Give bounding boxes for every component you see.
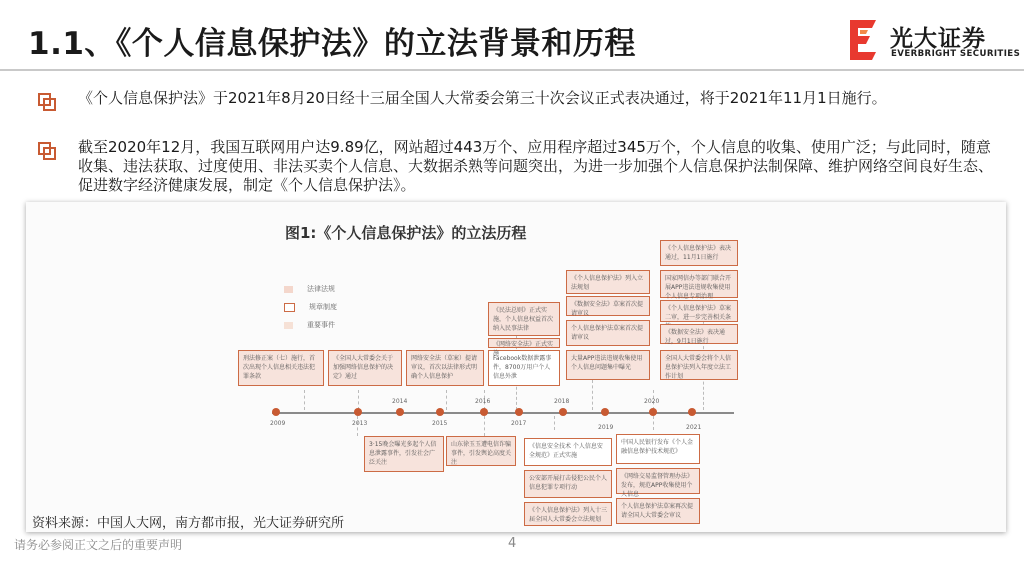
event-box: 刑法修正案（七）施行，首次出现个人信息相关违法犯罪条款 bbox=[238, 350, 324, 386]
connector-line bbox=[304, 390, 305, 410]
legend-item bbox=[284, 284, 335, 294]
event-box: 个人信息保护法草案再次提请全国人大常委会审议 bbox=[616, 498, 700, 524]
timeline-dot bbox=[515, 408, 523, 416]
legend-swatch bbox=[284, 322, 293, 329]
legend-swatch bbox=[284, 286, 293, 293]
event-box: 大量APP违法违规收集使用个人信息问题集中曝光 bbox=[566, 350, 650, 380]
event-box: 《个人信息保护法》列入十三届全国人大常委会立法规划 bbox=[524, 502, 612, 526]
event-box: Facebook数据泄露事件，8700万用户个人信息外泄 bbox=[488, 350, 560, 386]
event-box: 《信息安全技术 个人信息安全规范》正式实施 bbox=[524, 438, 612, 466]
legend-label: 法律法规 bbox=[307, 285, 335, 293]
year-label: 2019 bbox=[598, 424, 614, 431]
timeline-dot bbox=[688, 408, 696, 416]
timeline-dot bbox=[396, 408, 404, 416]
bullet-text: 《个人信息保护法》于2021年8月20日经十三届全国人大常委会第三十次会议正式表决通过，将于2021年11月1日施行。 bbox=[78, 89, 887, 107]
event-box: 个人信息保护法草案首次提请审议 bbox=[566, 320, 650, 346]
timeline-dot bbox=[649, 408, 657, 416]
legend-label: 规章制度 bbox=[309, 303, 337, 311]
year-label: 2015 bbox=[432, 420, 448, 427]
timeline-dot bbox=[436, 408, 444, 416]
event-box: 《网络交易监督管理办法》发布，规范APP收集使用个人信息 bbox=[616, 468, 700, 494]
company-logo bbox=[846, 18, 1021, 62]
connector-line bbox=[554, 416, 555, 430]
legend-swatch bbox=[284, 303, 295, 312]
timeline-axis bbox=[272, 412, 734, 414]
timeline-dot bbox=[354, 408, 362, 416]
year-label: 2009 bbox=[270, 420, 286, 427]
event-box: 《数据安全法》草案首次提请审议 bbox=[566, 296, 650, 316]
event-box: 3·15晚会曝光多起个人信息泄露事件，引发社会广泛关注 bbox=[364, 436, 444, 472]
event-box: 全国人大常委会将个人信息保护法列入年度立法工作计划 bbox=[660, 350, 738, 380]
bullet-text: 截至2020年12月，我国互联网用户达9.89亿，网站超过443万个、应用程序超过345万个，个人信息的收集、使用广泛；与此同时，随意收集、违法获取、过度使用、非法买卖个人信息、大数据杀熟等问题突出，为进一步加强个人信息保护法制保障、维护网络空间良好生态、促进数字经济健康发展，制定《个人信息保护法》。 bbox=[78, 138, 994, 194]
timeline-dot bbox=[272, 408, 280, 416]
year-label: 2014 bbox=[392, 398, 408, 405]
event-box: 《个人信息保护法》列入立法规划 bbox=[566, 270, 650, 294]
figure-title: 图1:《个人信息保护法》的立法历程 bbox=[285, 224, 527, 242]
year-label: 2018 bbox=[554, 398, 570, 405]
event-box: 中国人民银行发布《个人金融信息保护技术规范》 bbox=[616, 434, 700, 464]
year-label: 2017 bbox=[511, 420, 527, 427]
bullet-icon bbox=[38, 93, 56, 111]
year-label: 2021 bbox=[686, 424, 702, 431]
year-label: 2013 bbox=[352, 420, 368, 427]
legend-label: 重要事件 bbox=[307, 321, 335, 329]
event-box: 《网络安全法》正式实施 bbox=[488, 338, 560, 348]
connector-line bbox=[446, 390, 447, 410]
event-box: 山东徐玉玉遭电信诈骗事件，引发舆论高度关注 bbox=[446, 436, 516, 466]
logo-chinese-name: 光大证券 bbox=[890, 26, 986, 52]
event-box: 公安部开展打击侵犯公民个人信息犯罪专项行动 bbox=[524, 470, 612, 498]
timeline-dot bbox=[601, 408, 609, 416]
figure-source: 资料来源：中国人大网，南方都市报，光大证券研究所 bbox=[32, 516, 345, 531]
bullet-icon bbox=[38, 142, 56, 160]
timeline-dot bbox=[480, 408, 488, 416]
legend-item bbox=[284, 320, 335, 330]
year-label: 2020 bbox=[644, 398, 660, 405]
event-box: 网络安全法（草案）提请审议，首次以法律形式明确个人信息保护 bbox=[406, 350, 484, 386]
event-box: 国家网信办等部门联合开展APP违法违规收集使用个人信息专项治理 bbox=[660, 270, 738, 298]
footer-disclaimer: 请务必参阅正文之后的重要声明 bbox=[14, 538, 183, 552]
event-box: 《数据安全法》表决通过，9月1日施行 bbox=[660, 324, 738, 344]
year-label: 2016 bbox=[475, 398, 491, 405]
connector-line bbox=[358, 390, 359, 410]
connector-line bbox=[484, 416, 485, 436]
event-box: 《个人信息保护法》表决通过，11月1日施行 bbox=[660, 240, 738, 266]
event-box: 《全国人大常委会关于加强网络信息保护的决定》通过 bbox=[328, 350, 402, 386]
everbright-logo-icon bbox=[846, 18, 882, 62]
page-number: 4 bbox=[508, 536, 517, 551]
timeline-figure bbox=[26, 202, 1006, 532]
title-divider bbox=[0, 69, 1024, 71]
logo-english-name: EVERBRIGHT SECURITIES bbox=[891, 49, 1021, 59]
connector-line bbox=[592, 380, 593, 410]
timeline-dot bbox=[559, 408, 567, 416]
event-box: 《民法总则》正式实施，个人信息权益首次纳入民事法律 bbox=[488, 302, 560, 336]
connector-line bbox=[653, 416, 654, 430]
page-title: 1.1、《个人信息保护法》的立法背景和历程 bbox=[28, 26, 636, 62]
event-box: 《个人信息保护法》草案二审，进一步完善相关条 bbox=[660, 300, 738, 322]
legend-item bbox=[284, 302, 337, 312]
